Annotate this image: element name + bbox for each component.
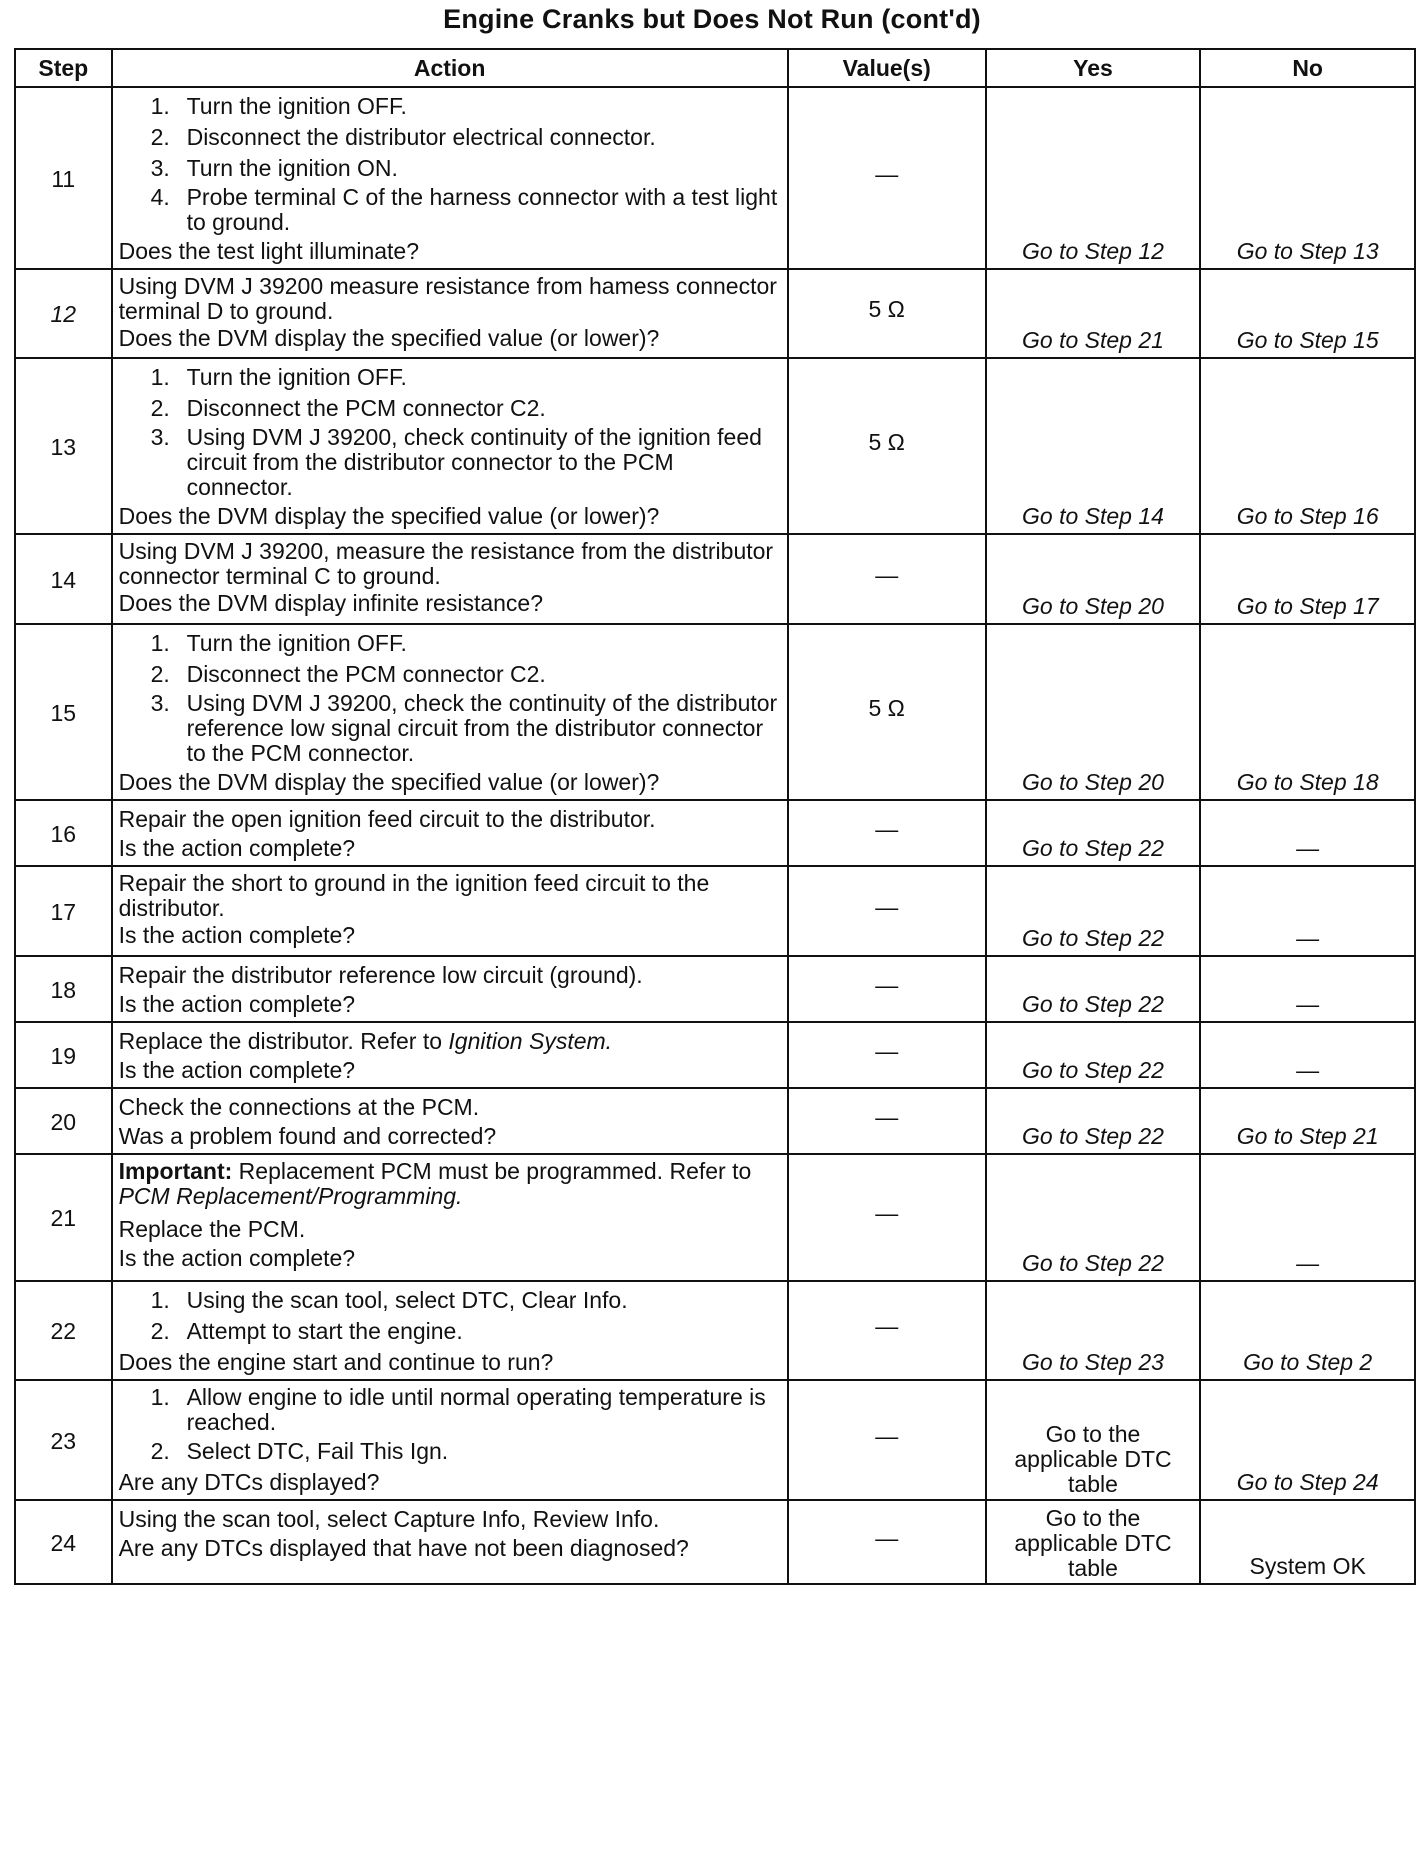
yes-cell: Go to Step 23	[986, 1281, 1201, 1380]
action-text	[119, 1027, 781, 1056]
step-number: 21	[15, 1154, 112, 1281]
action-cell	[112, 1088, 788, 1154]
list-text: Attempt to start the engine.	[186, 1318, 463, 1344]
yes-cell: Go to Step 22	[986, 866, 1201, 956]
list-text: Allow engine to idle until normal operating temperature is reached.	[186, 1384, 766, 1435]
header-action: Action	[112, 49, 788, 87]
list-number: 3.	[150, 424, 170, 450]
action-question: Does the DVM display the specified value (or lower)?	[118, 769, 660, 795]
step-number: 17	[15, 866, 112, 956]
action-cell	[112, 1022, 788, 1088]
value-cell: 5 Ω	[788, 269, 986, 358]
action-cell	[112, 358, 788, 534]
value-cell: —	[788, 1154, 986, 1281]
yes-cell: Go to the applicable DTC table	[986, 1380, 1201, 1500]
action-question: Was a problem found and corrected?	[118, 1123, 497, 1149]
step-number: 18	[15, 956, 112, 1022]
value-cell: —	[788, 534, 986, 624]
important-note	[119, 1159, 781, 1209]
table-row	[15, 534, 1415, 624]
header-step: Step	[15, 49, 112, 87]
list-text: Select DTC, Fail This Ign.	[186, 1438, 449, 1464]
no-cell: Go to Step 24	[1200, 1380, 1415, 1500]
table-header-row	[15, 49, 1415, 87]
list-number: 1.	[150, 1384, 170, 1410]
action-question: Is the action complete?	[118, 1245, 356, 1271]
action-text: Replace the PCM.	[118, 1216, 306, 1242]
action-text: Repair the open ignition feed circuit to the distributor.	[118, 806, 656, 832]
action-question: Is the action complete?	[118, 922, 356, 948]
action-text: Repair the short to ground in the ignition feed circuit to the distributor.	[118, 870, 710, 921]
action-list	[119, 629, 781, 766]
action-question: Does the DVM display the specified value (or lower)?	[118, 325, 660, 351]
list-number: 2.	[150, 124, 170, 150]
yes-cell: Go to Step 22	[986, 1088, 1201, 1154]
action-list	[119, 1286, 781, 1346]
list-item	[119, 425, 781, 500]
list-number: 2.	[150, 1438, 170, 1464]
table-row	[15, 87, 1415, 269]
action-cell	[112, 87, 788, 269]
header-values: Value(s)	[788, 49, 986, 87]
action-question: Is the action complete?	[118, 1057, 356, 1083]
table-row	[15, 1154, 1415, 1281]
action-text: Check the connections at the PCM.	[118, 1094, 480, 1120]
list-number: 1.	[150, 364, 170, 390]
table-row	[15, 1500, 1415, 1584]
action-question: Does the engine start and continue to run?	[118, 1349, 554, 1375]
value-cell: —	[788, 1500, 986, 1584]
table-row	[15, 1088, 1415, 1154]
step-number: 23	[15, 1380, 112, 1500]
no-cell: Go to Step 17	[1200, 534, 1415, 624]
action-question: Are any DTCs displayed that have not been diagnosed?	[118, 1535, 689, 1561]
list-text: Turn the ignition OFF.	[186, 364, 407, 390]
value-cell: —	[788, 1281, 986, 1380]
action-cell	[112, 1380, 788, 1500]
list-item	[119, 363, 781, 392]
important-label: Important:	[118, 1158, 233, 1184]
action-cell	[112, 1154, 788, 1281]
list-number: 3.	[150, 155, 170, 181]
no-cell: Go to Step 18	[1200, 624, 1415, 800]
action-list	[119, 363, 781, 500]
diagnostic-table	[14, 48, 1416, 1585]
value-cell: 5 Ω	[788, 624, 986, 800]
yes-cell: Go to Step 22	[986, 1022, 1201, 1088]
no-cell: Go to Step 15	[1200, 269, 1415, 358]
table-row	[15, 1380, 1415, 1500]
action-question: Are any DTCs displayed?	[118, 1469, 380, 1495]
list-item	[119, 1437, 781, 1466]
list-number: 1.	[150, 1287, 170, 1313]
action-question: Is the action complete?	[118, 835, 356, 861]
no-cell: —	[1200, 866, 1415, 956]
list-number: 1.	[150, 93, 170, 119]
list-text: Turn the ignition OFF.	[186, 630, 407, 656]
step-number: 12	[15, 269, 112, 358]
list-text: Turn the ignition ON.	[186, 155, 398, 181]
table-row	[15, 800, 1415, 866]
step-number: 11	[15, 87, 112, 269]
list-text: Disconnect the distributor electrical connector.	[186, 124, 656, 150]
value-cell: —	[788, 87, 986, 269]
no-cell: Go to Step 13	[1200, 87, 1415, 269]
no-cell: —	[1200, 956, 1415, 1022]
value-cell: —	[788, 1380, 986, 1500]
yes-cell: Go to Step 22	[986, 800, 1201, 866]
list-text: Using the scan tool, select DTC, Clear Info.	[186, 1287, 628, 1313]
list-text: Probe terminal C of the harness connector with a test light to ground.	[186, 184, 778, 235]
yes-cell: Go to the applicable DTC table	[986, 1500, 1201, 1584]
step-number: 14	[15, 534, 112, 624]
action-question: Does the DVM display infinite resistance?	[118, 590, 543, 616]
action-cell	[112, 269, 788, 358]
yes-cell: Go to Step 20	[986, 534, 1201, 624]
list-item	[119, 1385, 781, 1435]
no-cell: —	[1200, 1022, 1415, 1088]
no-cell: —	[1200, 1154, 1415, 1281]
step-number: 15	[15, 624, 112, 800]
list-text: Disconnect the PCM connector C2.	[186, 395, 546, 421]
list-item	[119, 154, 781, 183]
action-text: Using the scan tool, select Capture Info, Review Info.	[118, 1506, 660, 1532]
action-text: Using DVM J 39200, measure the resistance from the distributor connector terminal C to ground.	[118, 538, 774, 589]
list-item	[119, 691, 781, 766]
value-cell: —	[788, 866, 986, 956]
list-text: Turn the ignition OFF.	[186, 93, 407, 119]
list-number: 4.	[150, 184, 170, 210]
no-cell: Go to Step 21	[1200, 1088, 1415, 1154]
step-number: 24	[15, 1500, 112, 1584]
action-cell	[112, 866, 788, 956]
list-item	[119, 185, 781, 235]
step-number: 16	[15, 800, 112, 866]
table-row	[15, 1022, 1415, 1088]
action-text-main: Replace the distributor. Refer to	[118, 1028, 449, 1054]
action-cell	[112, 1281, 788, 1380]
list-item	[119, 92, 781, 121]
table-row	[15, 269, 1415, 358]
action-list	[119, 92, 781, 235]
yes-cell: Go to Step 22	[986, 1154, 1201, 1281]
table-row	[15, 956, 1415, 1022]
action-list	[119, 1385, 781, 1466]
list-text: Disconnect the PCM connector C2.	[186, 661, 546, 687]
action-text: Repair the distributor reference low circuit (ground).	[118, 962, 643, 988]
no-cell: System OK	[1200, 1500, 1415, 1584]
action-cell	[112, 800, 788, 866]
no-cell: —	[1200, 800, 1415, 866]
value-cell: —	[788, 956, 986, 1022]
yes-cell: Go to Step 21	[986, 269, 1201, 358]
list-item	[119, 660, 781, 689]
action-cell	[112, 624, 788, 800]
list-item	[119, 1286, 781, 1315]
action-cell	[112, 534, 788, 624]
yes-cell: Go to Step 14	[986, 358, 1201, 534]
list-number: 1.	[150, 630, 170, 656]
list-number: 2.	[150, 395, 170, 421]
list-text: Using DVM J 39200, check continuity of the ignition feed circuit from the distributor connector to the PCM connector.	[186, 424, 762, 500]
reference-link-text: Ignition System.	[448, 1028, 613, 1054]
header-no: No	[1200, 49, 1415, 87]
table-row	[15, 358, 1415, 534]
list-number: 3.	[150, 690, 170, 716]
reference-link-text: PCM Replacement/Programming.	[118, 1183, 463, 1209]
list-item	[119, 1317, 781, 1346]
table-row	[15, 624, 1415, 800]
list-text: Using DVM J 39200, check the continuity of the distributor reference low signal circuit from the distributor connector to the PCM connector.	[186, 690, 778, 766]
action-question: Is the action complete?	[118, 991, 356, 1017]
list-item	[119, 123, 781, 152]
action-cell	[112, 956, 788, 1022]
no-cell: Go to Step 2	[1200, 1281, 1415, 1380]
step-number: 13	[15, 358, 112, 534]
step-number: 22	[15, 1281, 112, 1380]
no-cell: Go to Step 16	[1200, 358, 1415, 534]
step-number: 20	[15, 1088, 112, 1154]
list-number: 2.	[150, 661, 170, 687]
value-cell: 5 Ω	[788, 358, 986, 534]
action-text: Using DVM J 39200 measure resistance from hamess connector terminal D to ground.	[118, 273, 777, 324]
header-yes: Yes	[986, 49, 1201, 87]
important-text: Replacement PCM must be programmed. Refer to	[232, 1158, 752, 1184]
yes-cell: Go to Step 20	[986, 624, 1201, 800]
table-row	[15, 1281, 1415, 1380]
yes-cell: Go to Step 12	[986, 87, 1201, 269]
value-cell: —	[788, 1088, 986, 1154]
list-item	[119, 394, 781, 423]
value-cell: —	[788, 1022, 986, 1088]
list-number: 2.	[150, 1318, 170, 1344]
page-title: Engine Cranks but Does Not Run (cont'd)	[443, 4, 981, 34]
action-cell	[112, 1500, 788, 1584]
value-cell: —	[788, 800, 986, 866]
step-number: 19	[15, 1022, 112, 1088]
list-item	[119, 629, 781, 658]
action-question: Does the test light illuminate?	[118, 238, 420, 264]
table-row	[15, 866, 1415, 956]
action-question: Does the DVM display the specified value (or lower)?	[118, 503, 660, 529]
yes-cell: Go to Step 22	[986, 956, 1201, 1022]
